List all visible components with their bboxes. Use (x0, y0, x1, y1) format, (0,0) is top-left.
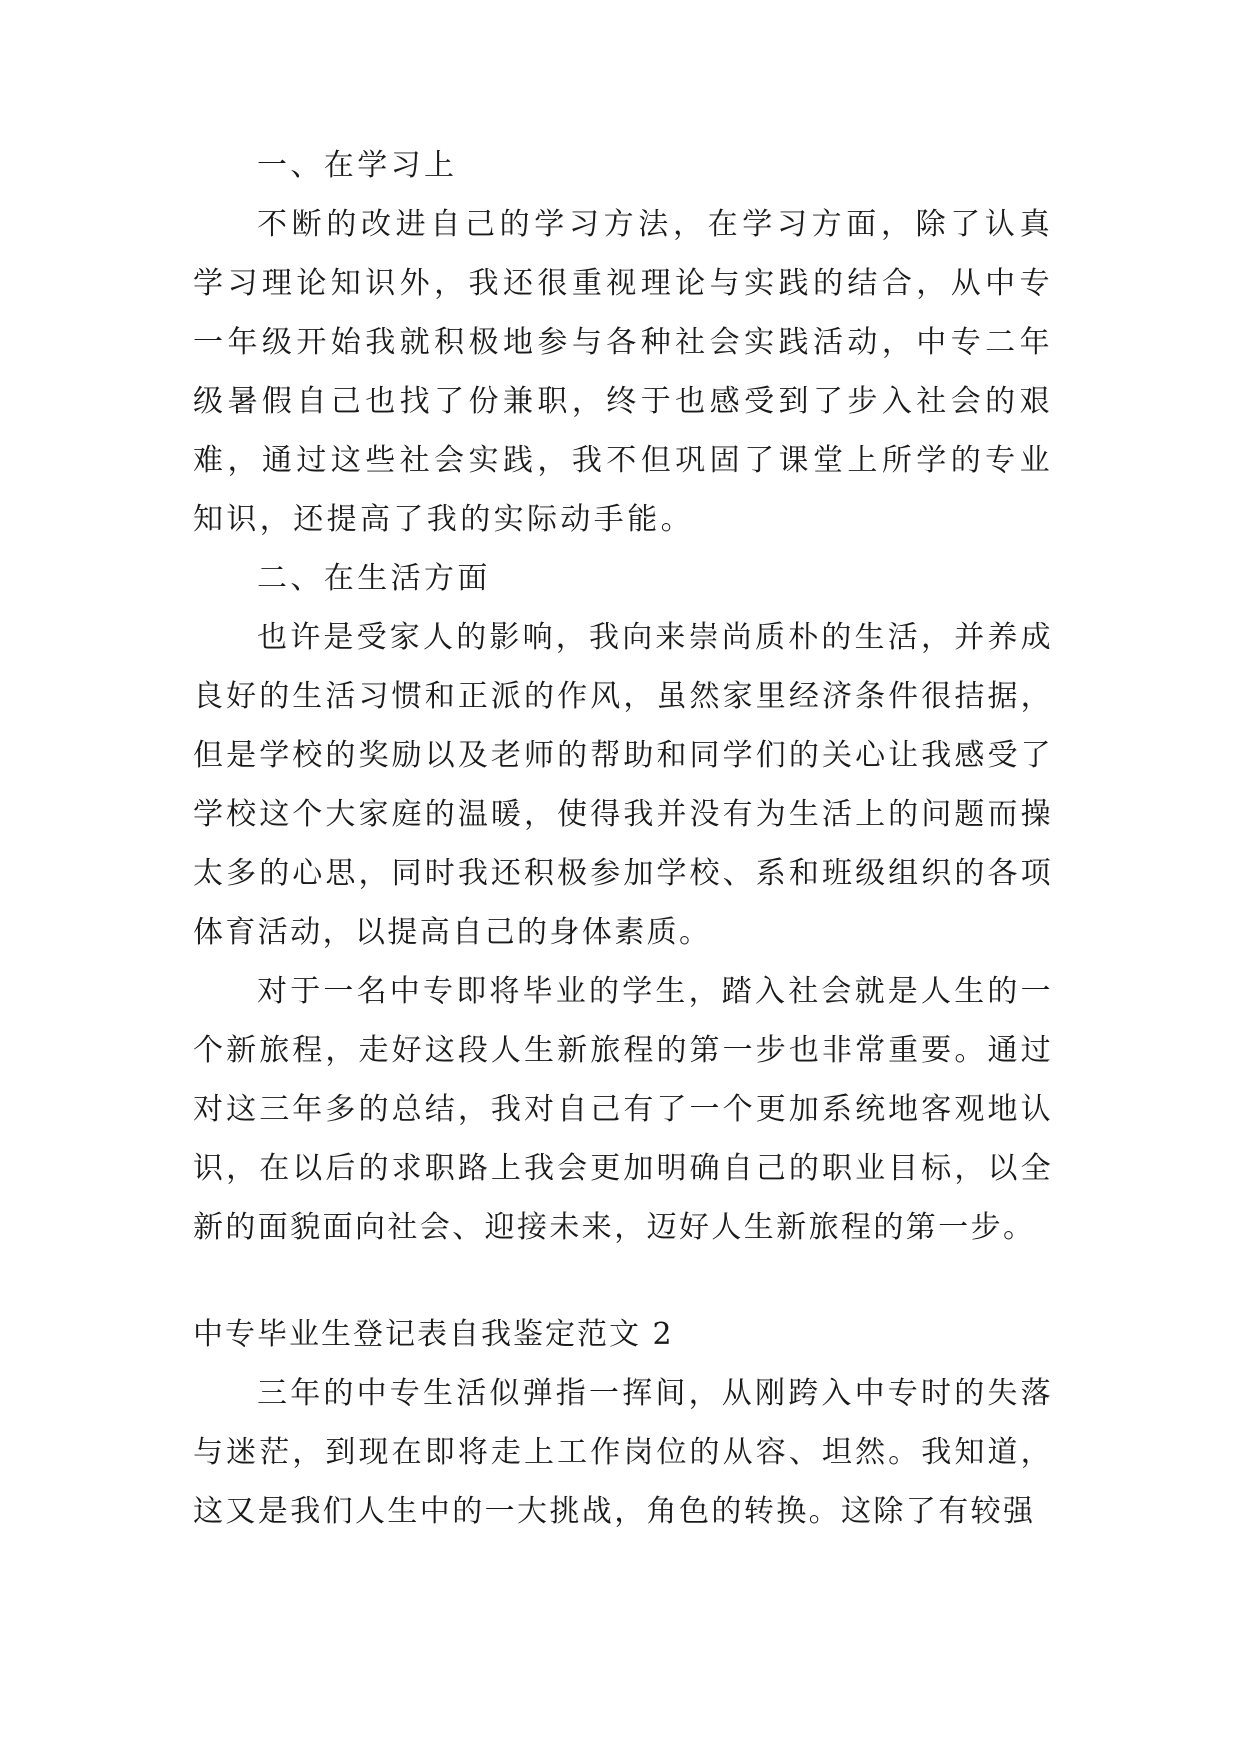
paragraph-summary: 对于一名中专即将毕业的学生，踏入社会就是人生的一个新旅程，走好这段人生新旅程的第一步也非常重要。通过对这三年多的总结，我对自己有了一个更加系统地客观地认识，在以后的求职路上我会更加明确自己的职业目标，以全新的面貌面向社会、迎接未来，迈好人生新旅程的第一步。 (193, 974, 1053, 1245)
document-body (193, 136, 1053, 1541)
paragraph-life: 也许是受家人的影响，我向来崇尚质朴的生活，并养成良好的生活习惯和正派的作风，虽然家里经济条件很拮据，但是学校的奖励以及老师的帮助和同学们的关心让我感受了学校这个大家庭的温暖，使得我并没有为生活上的问题而操太多的心思，同时我还积极参加学校、系和班级组织的各项体育活动，以提高自己的身体素质。 (193, 620, 1053, 950)
section-title: 中专毕业生登记表自我鉴定范文 2 (193, 1317, 674, 1352)
heading-study: 一、在学习上 (257, 148, 458, 183)
paragraph-study: 不断的改进自己的学习方法，在学习方面，除了认真学习理论知识外，我还很重视理论与实践的结合，从中专一年级开始我就积极地参与各种社会实践活动，中专二年级暑假自己也找了份兼职，终于也感受到了步入社会的艰难，通过这些社会实践，我不但巩固了课堂上所学的专业知识，还提高了我的实际动手能。 (193, 207, 1053, 537)
paragraph-second-text: 三年的中专生活似弹指一挥间，从刚跨入中专时的失落与迷茫，到现在即将走上工作岗位的从容、坦然。我知道，这又是我们人生中的一大挑战，角色的转换。这除了有较强 (193, 1376, 1053, 1529)
heading-life: 二、在生活方面 (257, 561, 491, 596)
